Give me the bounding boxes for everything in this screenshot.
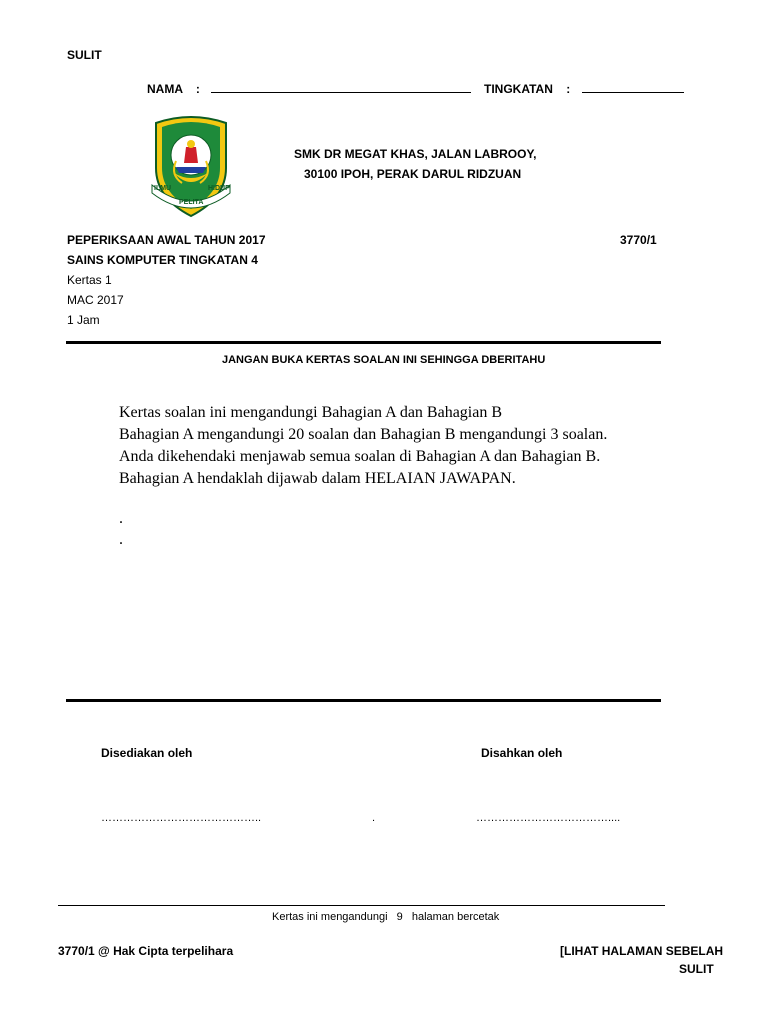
approved-by-label: Disahkan oleh <box>481 746 563 760</box>
signature-middle-dot: . <box>372 812 376 824</box>
name-row <box>147 80 471 96</box>
instruction-line: Kertas soalan ini mengandungi Bahagian A dan Bahagian B <box>119 404 503 421</box>
name-label: NAMA <box>147 82 183 96</box>
grade-row <box>484 80 684 96</box>
name-colon: : <box>195 82 200 96</box>
classification-top: SULIT <box>67 48 102 62</box>
page-count-note <box>272 911 499 923</box>
instruction-line: Bahagian A mengandungi 20 soalan dan Bahagian B mengandungi 3 soalan. <box>119 426 608 443</box>
school-address-line1: SMK DR MEGAT KHAS, JALAN LABROOY, <box>294 147 537 161</box>
page-count-number: 9 <box>396 911 403 923</box>
classification-bottom: SULIT <box>679 962 714 976</box>
exam-paper: Kertas 1 <box>67 273 112 287</box>
bottom-divider <box>66 699 661 702</box>
exam-code: 3770/1 <box>620 233 657 247</box>
grade-label: TINGKATAN <box>484 82 553 96</box>
school-address-line2: 30100 IPOH, PERAK DARUL RIDZUAN <box>304 167 522 181</box>
exam-date: MAC 2017 <box>67 293 124 307</box>
name-field[interactable] <box>211 80 471 93</box>
grade-colon: : <box>566 82 571 96</box>
instruction-line: Bahagian A hendaklah dijawab dalam HELAIAN JAWAPAN. <box>119 470 516 487</box>
notice-heading: JANGAN BUKA KERTAS SOALAN INI SEHINGGA DBERITAHU <box>222 354 546 366</box>
motto-center: PELITA <box>179 199 204 206</box>
approved-signature-line[interactable]: ……………………………….... <box>476 812 621 824</box>
next-page-note: [LIHAT HALAMAN SEBELAH <box>560 944 724 958</box>
exam-title: PEPERIKSAAN AWAL TAHUN 2017 <box>67 233 266 247</box>
instructions-block <box>119 402 607 490</box>
exam-subject: SAINS KOMPUTER TINGKATAN 4 <box>67 253 258 267</box>
page-count-prefix: Kertas ini mengandungi <box>272 911 388 923</box>
prepared-by-label: Disediakan oleh <box>101 746 193 760</box>
motto-left: ILMU <box>154 185 172 192</box>
dot-mark: . <box>119 531 123 548</box>
footer-divider <box>58 905 665 906</box>
page-count-suffix: halaman bercetak <box>411 911 500 923</box>
instruction-line: Anda dikehendaki menjawab semua soalan di Bahagian A dan Bahagian B. <box>119 448 601 465</box>
school-logo <box>146 113 236 219</box>
exam-duration: 1 Jam <box>67 313 100 327</box>
prepared-signature-line[interactable]: …………………………………….. <box>101 812 262 824</box>
top-divider <box>66 341 661 344</box>
copyright: 3770/1 @ Hak Cipta terpelihara <box>58 944 234 958</box>
grade-field[interactable] <box>582 80 684 93</box>
dot-mark: . <box>119 510 123 527</box>
motto-right: HIDUP <box>208 185 230 192</box>
